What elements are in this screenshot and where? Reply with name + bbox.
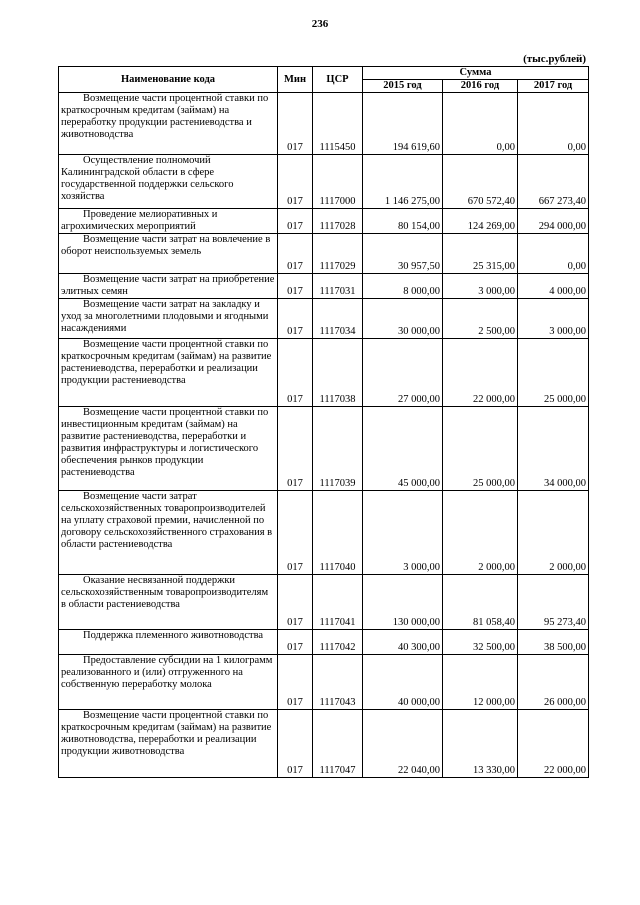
row-2016-cell: 670 572,40 [443, 155, 518, 209]
row-2015-cell: 194 619,60 [363, 93, 443, 155]
row-name-cell [59, 274, 278, 299]
row-min-cell: 017 [278, 710, 313, 778]
row-name-cell [59, 491, 278, 575]
row-2017-cell: 38 500,00 [518, 630, 589, 655]
table-body [59, 93, 589, 778]
row-name-cell [59, 93, 278, 155]
row-name-cell [59, 155, 278, 209]
row-2016-cell: 81 058,40 [443, 575, 518, 630]
row-name-text: Возмещение части процентной ставки по инвестиционным кредитам (займам) на развитие растениеводства, переработки и развития инфраструктуры и логистического обеспечения рынков продукции растениеводства [61, 407, 269, 478]
row-name-text: Возмещение части процентной ставки по краткосрочным кредитам (займам) на переработку продукции растениеводства и животноводства [61, 93, 269, 140]
table-row [59, 93, 589, 155]
row-2015-cell: 22 040,00 [363, 710, 443, 778]
row-2017-cell: 4 000,00 [518, 274, 589, 299]
row-csr-cell: 1115450 [313, 93, 363, 155]
row-csr-cell: 1117047 [313, 710, 363, 778]
row-csr-cell: 1117043 [313, 655, 363, 710]
row-name-cell [59, 234, 278, 274]
row-2016-cell: 25 000,00 [443, 407, 518, 491]
row-2015-cell: 40 300,00 [363, 630, 443, 655]
row-name-cell [59, 710, 278, 778]
row-csr-cell: 1117000 [313, 155, 363, 209]
row-csr-cell: 1117042 [313, 630, 363, 655]
header-csr: ЦСР [313, 67, 363, 93]
row-name-text: Возмещение части затрат на закладку и уход за многолетними плодовыми и ягодными насаждениями [61, 299, 269, 334]
row-min-cell: 017 [278, 155, 313, 209]
row-2015-cell: 45 000,00 [363, 407, 443, 491]
row-2015-cell: 1 146 275,00 [363, 155, 443, 209]
row-name-text: Осуществление полномочий Калининградской области в сфере государственной поддержки сельского хозяйства [61, 155, 234, 202]
row-2015-cell: 8 000,00 [363, 274, 443, 299]
row-min-cell: 017 [278, 209, 313, 234]
row-2017-cell: 25 000,00 [518, 339, 589, 407]
header-year-2015: 2015 год [363, 80, 443, 93]
header-year-2016: 2016 год [443, 80, 518, 93]
row-2016-cell: 25 315,00 [443, 234, 518, 274]
row-name-text: Предоставление субсидии на 1 килограмм реализованного и (или) отгруженного на собственную переработку молока [61, 655, 273, 690]
header-min: Мин [278, 67, 313, 93]
row-2015-cell: 40 000,00 [363, 655, 443, 710]
table-row [59, 274, 589, 299]
row-csr-cell: 1117038 [313, 339, 363, 407]
table-row [59, 655, 589, 710]
header-year-2017: 2017 год [518, 80, 589, 93]
row-name-text: Возмещение части процентной ставки по краткосрочным кредитам (займам) на развитие растениеводства, переработки и реализации продукции растениеводства [61, 339, 272, 386]
table-row [59, 299, 589, 339]
row-2016-cell: 13 330,00 [443, 710, 518, 778]
row-min-cell: 017 [278, 299, 313, 339]
row-2016-cell: 12 000,00 [443, 655, 518, 710]
row-name-cell [59, 209, 278, 234]
row-2017-cell: 2 000,00 [518, 491, 589, 575]
row-2017-cell: 667 273,40 [518, 155, 589, 209]
page-number: 236 [311, 18, 329, 30]
row-name-text: Оказание несвязанной поддержки сельскохозяйственным товаропроизводителям в области растениеводства [61, 575, 269, 610]
row-2017-cell: 0,00 [518, 93, 589, 155]
row-csr-cell: 1117034 [313, 299, 363, 339]
row-2017-cell: 294 000,00 [518, 209, 589, 234]
row-name-text: Возмещение части затрат на приобретение элитных семян [61, 274, 275, 297]
row-name-cell [59, 407, 278, 491]
table-row [59, 630, 589, 655]
table-row [59, 710, 589, 778]
row-2015-cell: 30 957,50 [363, 234, 443, 274]
units-label: (тыс.рублей) [523, 53, 586, 65]
row-2016-cell: 2 500,00 [443, 299, 518, 339]
row-csr-cell: 1117040 [313, 491, 363, 575]
row-name-text: Возмещение части затрат на вовлечение в оборот неиспользуемых земель [61, 234, 271, 257]
row-min-cell: 017 [278, 234, 313, 274]
row-2015-cell: 130 000,00 [363, 575, 443, 630]
row-2015-cell: 30 000,00 [363, 299, 443, 339]
table-row [59, 155, 589, 209]
table-row [59, 575, 589, 630]
row-name-cell [59, 299, 278, 339]
row-min-cell: 017 [278, 630, 313, 655]
row-csr-cell: 1117029 [313, 234, 363, 274]
row-min-cell: 017 [278, 575, 313, 630]
row-min-cell: 017 [278, 93, 313, 155]
row-min-cell: 017 [278, 491, 313, 575]
header-sum: Сумма [363, 67, 589, 80]
row-csr-cell: 1117028 [313, 209, 363, 234]
row-2016-cell: 2 000,00 [443, 491, 518, 575]
row-2016-cell: 22 000,00 [443, 339, 518, 407]
row-2017-cell: 34 000,00 [518, 407, 589, 491]
row-name-text: Возмещение части затрат сельскохозяйственных товаропроизводителей на уплату страховой премии, начисленной по договору сельскохозяйственного страхования в области растениеводства [61, 491, 273, 550]
row-2015-cell: 3 000,00 [363, 491, 443, 575]
row-min-cell: 017 [278, 655, 313, 710]
row-2017-cell: 22 000,00 [518, 710, 589, 778]
row-2016-cell: 32 500,00 [443, 630, 518, 655]
row-name-text: Поддержка племенного животноводства [83, 630, 264, 641]
row-2016-cell: 3 000,00 [443, 274, 518, 299]
row-name-cell [59, 655, 278, 710]
table-row [59, 407, 589, 491]
row-2016-cell: 0,00 [443, 93, 518, 155]
row-name-text: Проведение мелиоративных и агрохимических мероприятий [61, 209, 218, 232]
row-min-cell: 017 [278, 407, 313, 491]
header-name: Наименование кода [59, 67, 278, 93]
row-2017-cell: 3 000,00 [518, 299, 589, 339]
row-2015-cell: 27 000,00 [363, 339, 443, 407]
row-csr-cell: 1117041 [313, 575, 363, 630]
table-row [59, 209, 589, 234]
row-2017-cell: 26 000,00 [518, 655, 589, 710]
row-name-cell [59, 630, 278, 655]
row-csr-cell: 1117039 [313, 407, 363, 491]
row-csr-cell: 1117031 [313, 274, 363, 299]
row-min-cell: 017 [278, 339, 313, 407]
table-header [59, 67, 589, 93]
row-2015-cell: 80 154,00 [363, 209, 443, 234]
row-name-cell [59, 339, 278, 407]
row-name-cell [59, 575, 278, 630]
table-row [59, 339, 589, 407]
table-row [59, 234, 589, 274]
row-name-text: Возмещение части процентной ставки по краткосрочным кредитам (займам) на развитие животноводства, переработки и реализации продукции животноводства [61, 710, 272, 757]
row-2016-cell: 124 269,00 [443, 209, 518, 234]
row-2017-cell: 95 273,40 [518, 575, 589, 630]
table-row [59, 491, 589, 575]
row-min-cell: 017 [278, 274, 313, 299]
row-2017-cell: 0,00 [518, 234, 589, 274]
budget-table [58, 66, 589, 778]
